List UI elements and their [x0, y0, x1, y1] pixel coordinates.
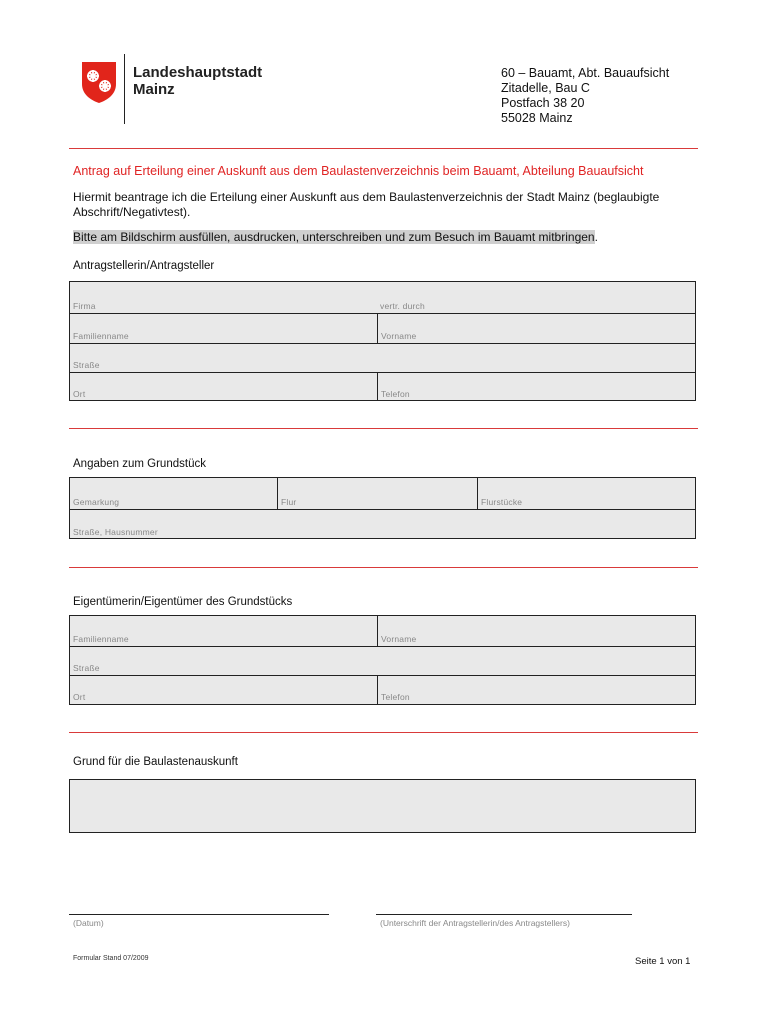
applicant-ort-field[interactable] [70, 372, 377, 401]
separator-plot [69, 567, 698, 568]
telefon-label: Telefon [381, 389, 410, 399]
owner-telefon-field[interactable] [377, 675, 695, 704]
vorname-label: Vorname [381, 331, 417, 341]
applicant-row-4 [70, 372, 695, 401]
separator-top [69, 148, 698, 149]
owner-ort-label: Ort [73, 692, 86, 702]
address-line-1: 60 – Bauamt, Abt. Bauaufsicht [501, 66, 670, 80]
applicant-familienname-field[interactable] [70, 313, 377, 343]
authority-address [501, 66, 669, 126]
instruction-period: . [594, 230, 598, 244]
owner-strasse-label: Straße [73, 663, 100, 673]
logo-wordmark [133, 64, 262, 98]
applicant-vorname-field[interactable] [377, 313, 695, 343]
strasse-hausnummer-label: Straße, Hausnummer [73, 527, 158, 537]
instruction-highlight: Bitte am Bildschirm ausfüllen, ausdrucken, unterschreiben und zum Besuch im Bauamt mitbringen [73, 230, 595, 244]
intro-text: Hiermit beantrage ich die Erteilung einer Auskunft aus dem Baulastenverzeichnis der Stadt Mainz (beglaubigte Abschrift/Negativtest). [73, 190, 660, 219]
applicant-strasse-field[interactable] [70, 343, 695, 372]
flur-label: Flur [281, 497, 297, 507]
instruction-text [73, 230, 598, 244]
owner-fields [69, 615, 696, 705]
owner-vorname-label: Vorname [381, 634, 417, 644]
firma-label: Firma [73, 301, 96, 311]
reason-heading: Grund für die Baulastenauskunft [73, 756, 238, 768]
applicant-row-3 [70, 343, 695, 373]
owner-row-2 [70, 646, 695, 676]
vertr-durch-label: vertr. durch [380, 301, 425, 311]
plot-row-1 [70, 478, 695, 510]
plot-fields [69, 477, 696, 539]
familienname-label: Familienname [73, 331, 129, 341]
plot-row-2 [70, 509, 695, 539]
logo-line-1: Landeshauptstadt [133, 64, 263, 81]
form-version: Formular Stand 07/2009 [73, 955, 149, 962]
plot-strasse-field[interactable] [70, 509, 695, 539]
owner-strasse-field[interactable] [70, 646, 695, 675]
logo-divider [124, 54, 125, 124]
strasse-label: Straße [73, 360, 100, 370]
owner-familienname-label: Familienname [73, 634, 129, 644]
address-line-2: Zitadelle, Bau C [501, 81, 590, 95]
vertr-durch-field[interactable] [377, 282, 695, 313]
owner-vorname-field[interactable] [377, 616, 695, 646]
owner-heading: Eigentümerin/Eigentümer des Grundstücks [73, 596, 293, 608]
applicant-row-1 [70, 282, 695, 314]
applicant-telefon-field[interactable] [377, 372, 695, 401]
form-title: Antrag auf Erteilung einer Auskunft aus dem Baulastenverzeichnis beim Bauamt, Abteilung Bauaufsicht [73, 164, 644, 178]
ort-label: Ort [73, 389, 86, 399]
firma-field[interactable] [70, 282, 377, 313]
address-line-4: 55028 Mainz [501, 111, 573, 125]
reason-textarea[interactable] [69, 779, 696, 833]
owner-ort-field[interactable] [70, 675, 377, 704]
gemarkung-label: Gemarkung [73, 497, 120, 507]
date-line [69, 914, 329, 915]
page-number: Seite 1 von 1 [635, 956, 691, 967]
coat-of-arms-logo [80, 60, 118, 104]
gemarkung-field[interactable] [70, 478, 277, 509]
signature-line [376, 914, 632, 915]
address-line-3: Postfach 38 20 [501, 96, 585, 110]
owner-familienname-field[interactable] [70, 616, 377, 646]
plot-heading: Angaben zum Grundstück [73, 458, 206, 470]
separator-owner [69, 732, 698, 733]
logo-line-2: Mainz [133, 81, 175, 98]
date-label: (Datum) [73, 918, 104, 928]
applicant-row-2 [70, 313, 695, 344]
owner-row-1 [70, 616, 695, 647]
flur-field[interactable] [277, 478, 478, 509]
signature-label: (Unterschrift der Antragstellerin/des Antragstellers) [380, 918, 570, 928]
applicant-fields [69, 281, 696, 401]
applicant-heading: Antragstellerin/Antragsteller [73, 260, 215, 272]
owner-row-3 [70, 675, 695, 704]
flurstuecke-label: Flurstücke [481, 497, 523, 507]
flurstuecke-field[interactable] [477, 478, 695, 509]
separator-applicant [69, 428, 698, 429]
owner-telefon-label: Telefon [381, 692, 410, 702]
